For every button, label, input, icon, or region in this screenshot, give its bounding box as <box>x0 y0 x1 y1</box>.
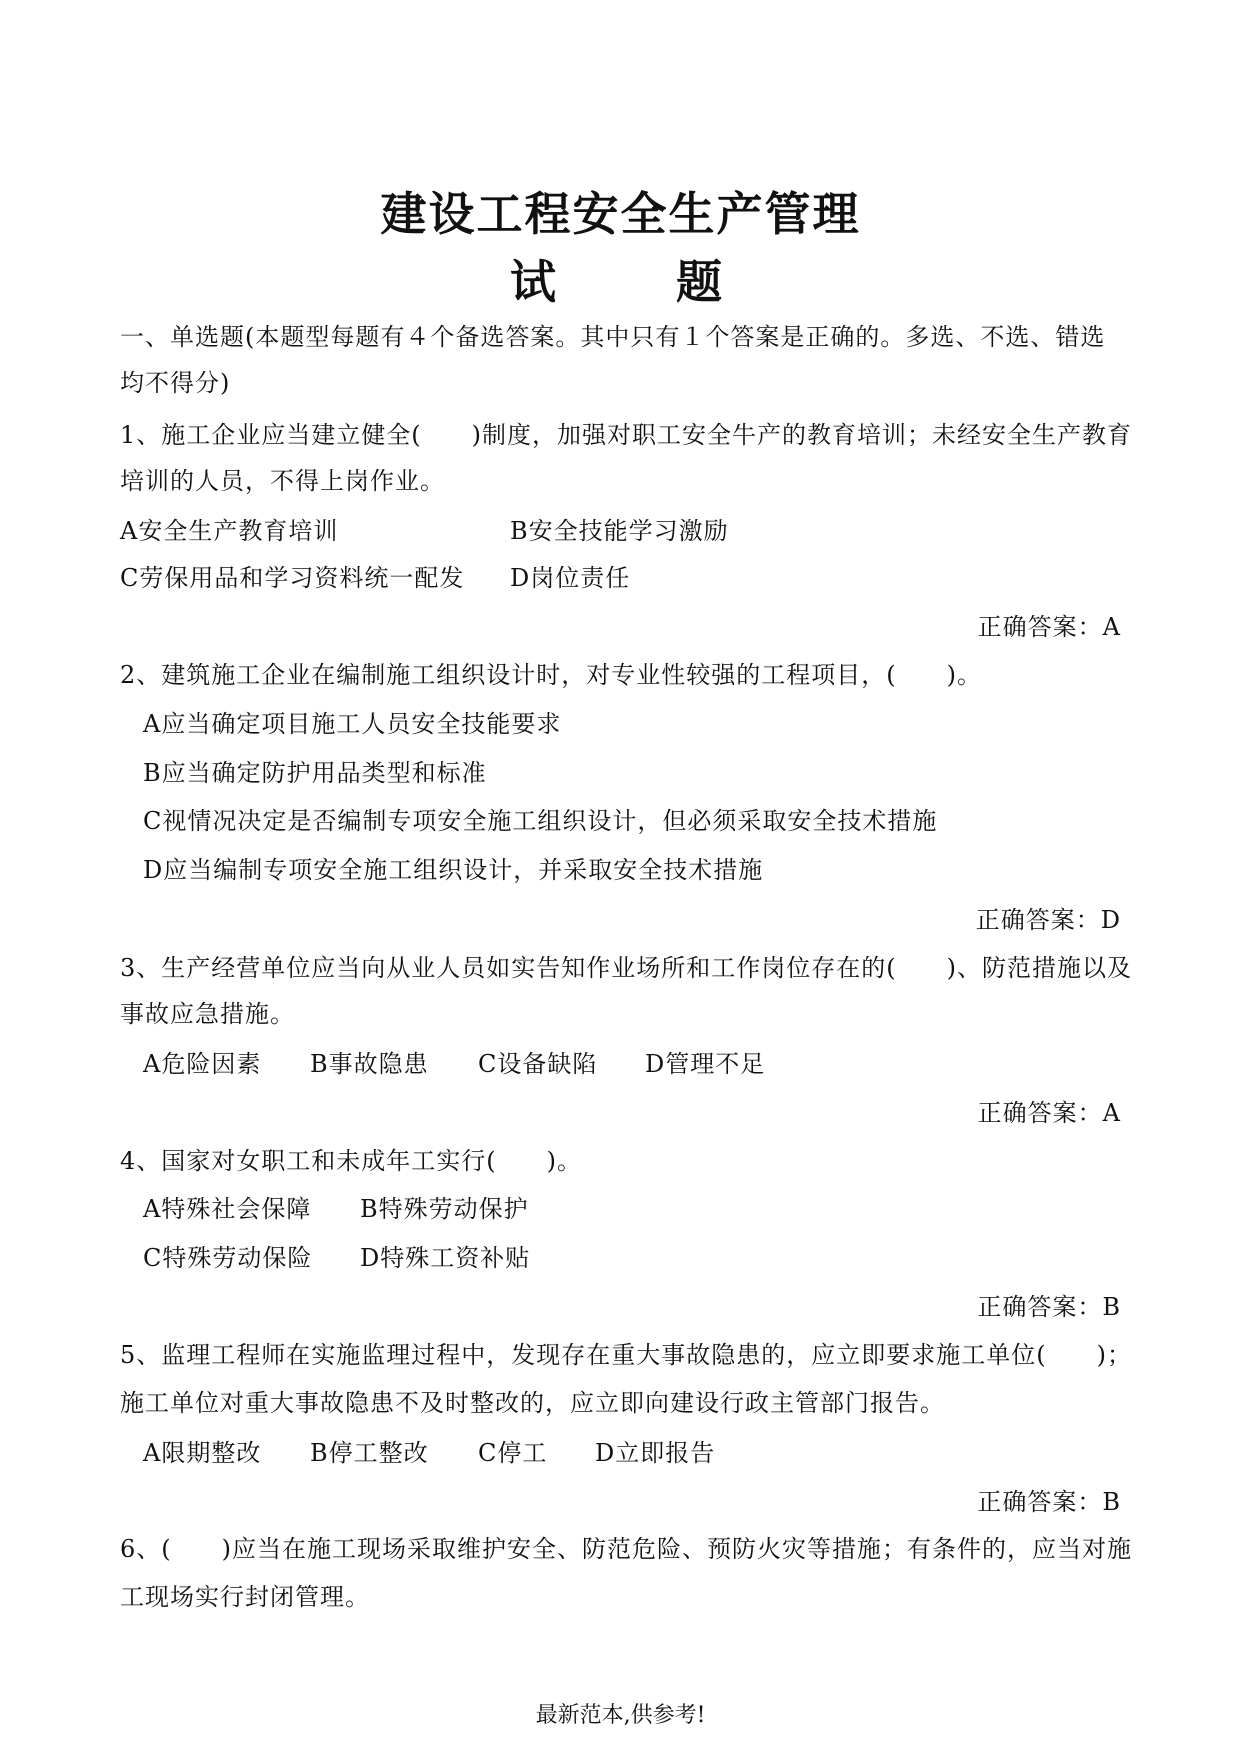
question-6-stem-line-1: 6、( )应当在施工现场采取维护安全、防范危险、预防火灾等措施；有条件的，应当对施 <box>120 1535 1132 1563</box>
question-6-stem-line-2: 工现场实行封闭管理。 <box>120 1583 370 1611</box>
question-5-option-a: A限期整改 <box>143 1439 262 1467</box>
question-3-answer: 正确答案：A <box>977 1099 1121 1127</box>
document-title: 建设工程安全生产管理 <box>380 187 861 241</box>
question-4-option-a: A特殊社会保障 <box>143 1195 312 1223</box>
question-1-option-c: C劳保用品和学习资料统一配发 <box>120 564 465 592</box>
question-4-stem-line-1: 4、国家对女职工和未成年工实行( )。 <box>120 1147 582 1175</box>
question-1-answer: 正确答案：A <box>977 613 1121 641</box>
question-5-option-b: B停工整改 <box>310 1439 429 1467</box>
question-4-option-b: B特殊劳动保护 <box>360 1195 529 1223</box>
question-3-stem-line-2: 事故应急措施。 <box>120 1000 295 1028</box>
section-intro-line-2: 均不得分) <box>120 369 231 397</box>
question-3-stem-line-1: 3、生产经营单位应当向从业人员如实告知作业场所和工作岗位存在的( )、防范措施以及 <box>120 954 1132 982</box>
subtitle-char-2: 题 <box>676 255 722 309</box>
question-5-option-c: C停工 <box>478 1439 548 1467</box>
question-3-option-d: D管理不足 <box>645 1050 766 1078</box>
question-5-stem-line-1: 5、监理工程师在实施监理过程中，发现存在重大事故隐患的，应立即要求施工单位( )； <box>120 1341 1132 1369</box>
question-1-option-a: A安全生产教育培训 <box>120 517 339 545</box>
question-4-option-c: C特殊劳动保险 <box>143 1244 313 1272</box>
question-2-stem-line-1: 2、建筑施工企业在编制施工组织设计时，对专业性较强的工程项目，( )。 <box>120 661 982 689</box>
question-1-option-b: B安全技能学习激励 <box>510 517 729 545</box>
question-1-stem-line-2: 培训的人员，不得上岗作业。 <box>120 467 445 495</box>
question-5-answer: 正确答案：B <box>977 1488 1121 1516</box>
question-2-option-d: D应当编制专项安全施工组织设计，并采取安全技术措施 <box>143 856 764 884</box>
page-footer: 最新范本,供参考! <box>535 1703 706 1728</box>
question-5-option-d: D立即报告 <box>595 1439 716 1467</box>
question-3-option-a: A危险因素 <box>143 1050 262 1078</box>
question-2-option-c: C视情况决定是否编制专项安全施工组织设计，但必须采取安全技术措施 <box>143 807 938 835</box>
question-5-stem-line-2: 施工单位对重大事故隐患不及时整改的，应立即向建设行政主管部门报告。 <box>120 1389 945 1417</box>
question-4-answer: 正确答案：B <box>977 1293 1121 1321</box>
question-4-option-d: D特殊工资补贴 <box>360 1244 531 1272</box>
section-intro-line-1: 一、单选题(本题型每题有４个备选答案。其中只有１个答案是正确的。多选、不选、错选 <box>120 323 1106 351</box>
document-subtitle <box>0 254 1241 314</box>
question-1-stem-line-1: 1、施工企业应当建立健全( )制度，加强对职工安全牛产的教育培训；未经安全生产教育 <box>120 421 1132 449</box>
question-2-option-b: B应当确定防护用品类型和标准 <box>143 759 487 787</box>
question-2-option-a: A应当确定项目施工人员安全技能要求 <box>143 710 562 738</box>
question-3-option-b: B事故隐患 <box>310 1050 429 1078</box>
question-2-answer: 正确答案：D <box>975 906 1121 934</box>
subtitle-char-1: 试 <box>510 255 556 309</box>
question-3-option-c: C设备缺陷 <box>478 1050 598 1078</box>
question-1-option-d: D岗位责任 <box>510 564 631 592</box>
